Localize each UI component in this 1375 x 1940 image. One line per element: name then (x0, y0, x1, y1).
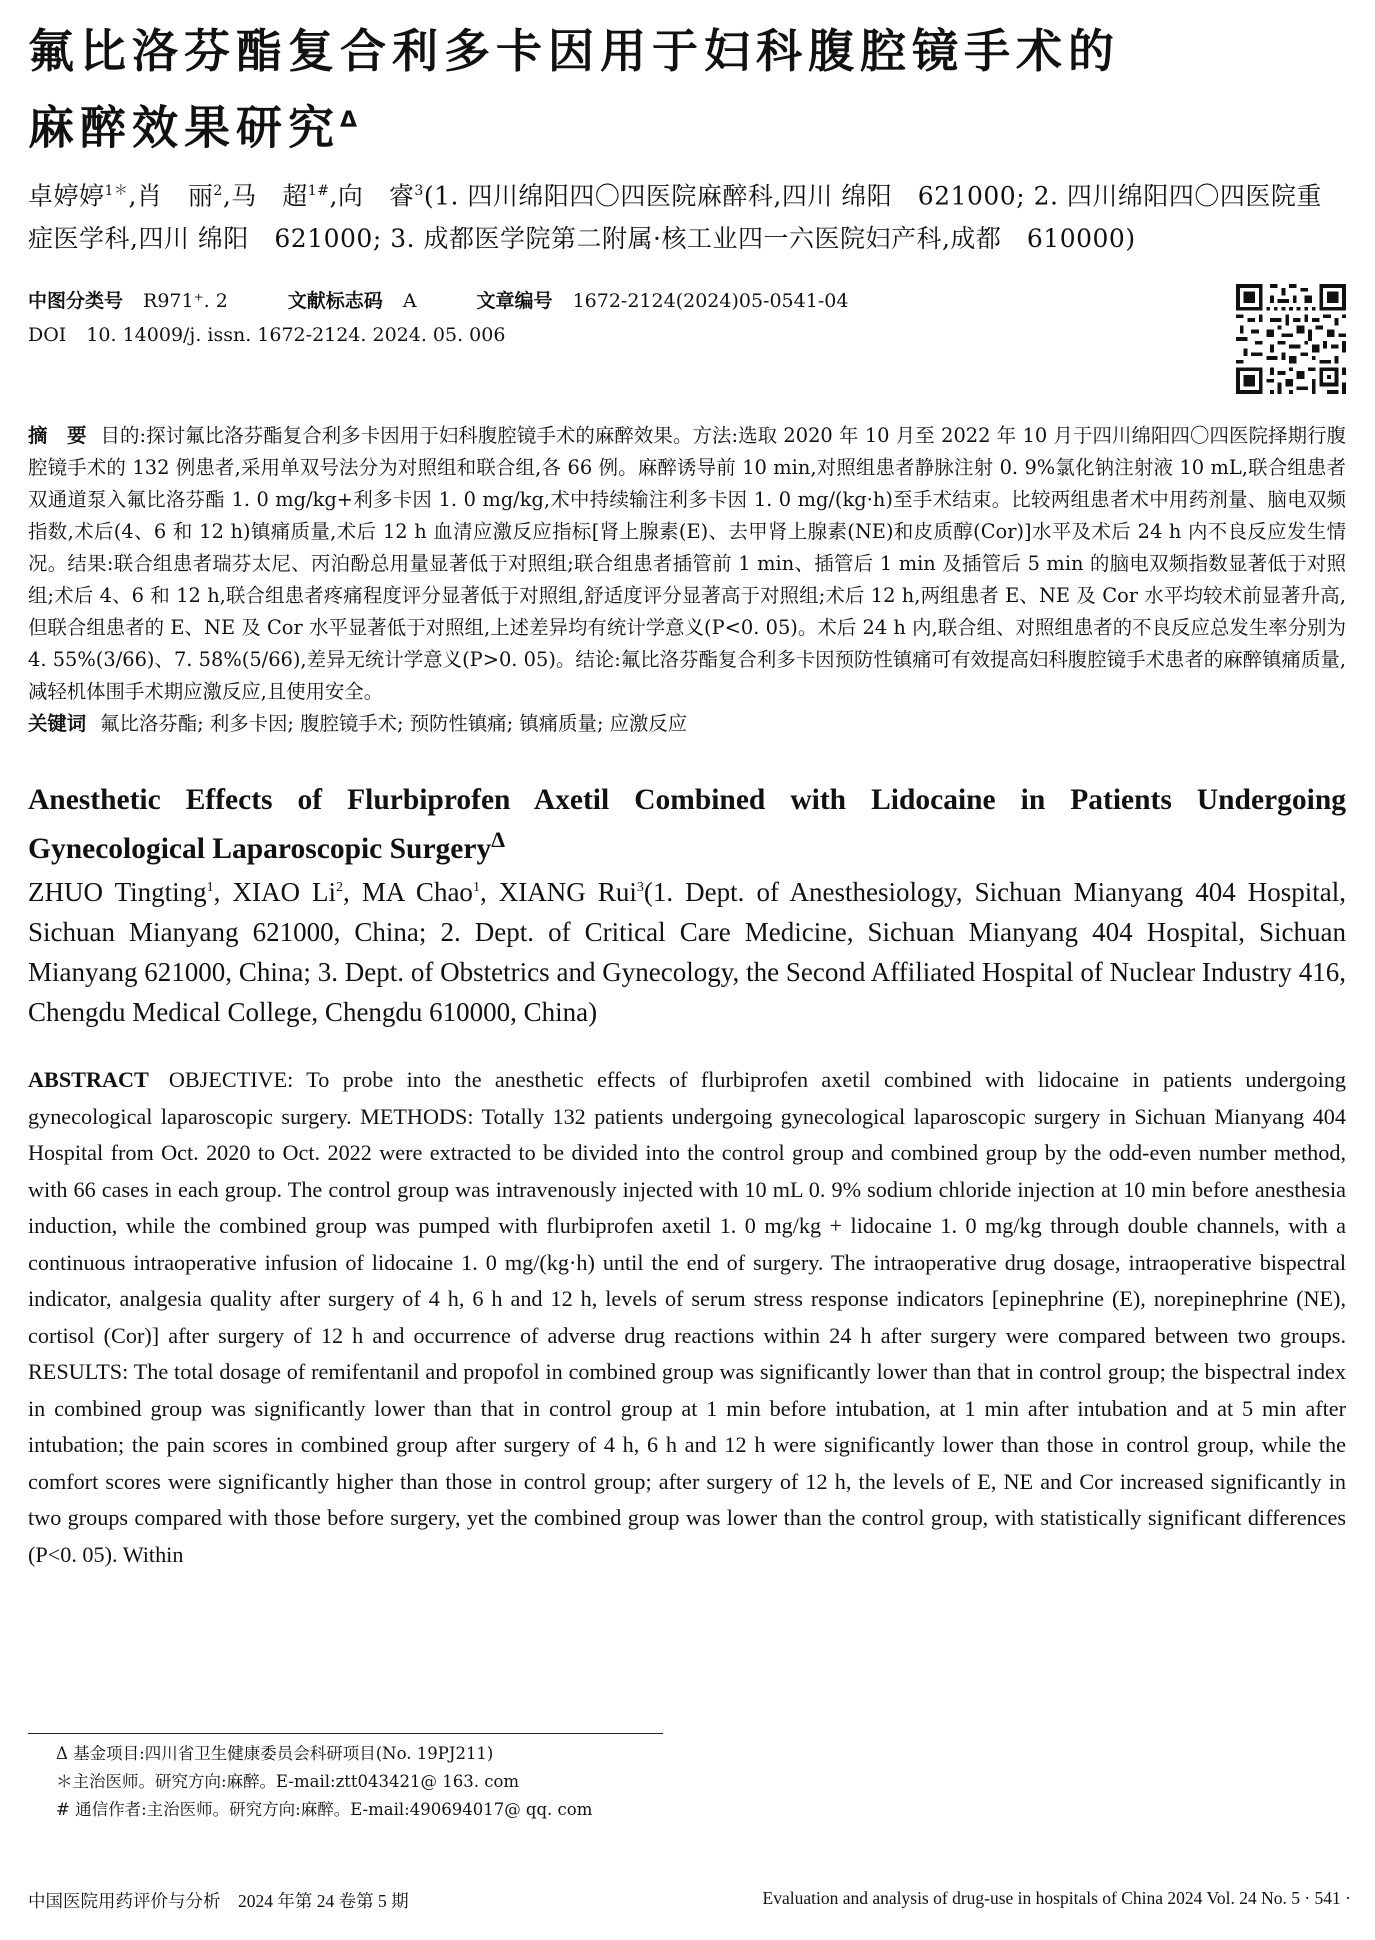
title-zh-line1: 氟比洛芬酯复合利多卡因用于妇科腹腔镜手术的 (28, 24, 1120, 78)
author-en-1-sup: 1 (206, 880, 214, 896)
author-en-3-sup: 1 (472, 880, 480, 896)
article-meta (28, 284, 1346, 394)
doi-label: DOI (28, 323, 67, 346)
author-en-2-sup: 2 (336, 880, 344, 896)
title-en-line1: Anesthetic Effects of Flurbiprofen Axetil Combined with Lidocaine in Patients Undergoing (28, 783, 1346, 816)
abstract-en-text: OBJECTIVE: To probe into the anesthetic effects of flurbiprofen axetil combined with lidocaine in patients undergoing gynecological laparoscopic surgery. METHODS: Totally 132 patients undergoing gynecological laparoscopic surgery in Sichuan Mianyang 404 Hospital from Oct. 2020 to Oct. 2022 were extracted to be divided into the control group and combined group by the odd-even number method, with 66 cases in each group. The control group was intravenously injected with 10 mL 0. 9% sodium chloride injection at 10 min before anesthesia induction, while the combined group was pumped with flurbiprofen axetil 1. 0 mg/kg + lidocaine 1. 0 mg/kg through double channels, with a continuous intraoperative infusion of lidocaine 1. 0 mg/(kg·h) until the end of surgery. The intraoperative drug dosage, intraoperative bispectral indicator, analgesia quality after surgery of 4 h, 6 h and 12 h, levels of serum stress response indicators [epinephrine (E), norepinephrine (NE), cortisol (Cor)] after surgery of 12 h and occurrence of adverse drug reactions within 24 h after surgery were compared between two groups. RESULTS: The total dosage of remifentanil and propofol in combined group was significantly lower than that in control group; the bispectral index in combined group was significantly lower than that in control group at 1 min before intubation, at 1 min after intubation and at 5 min after intubation; the pain scores in combined group after surgery of 4 h, 6 h and 12 h were significantly lower than those in control group, while the comfort scores were significantly higher than those in control group; after surgery of 12 h, the levels of E, NE and Cor increased significantly in two groups compared with those before surgery, yet the combined group was lower than the control group, with statistically significant differences (P<0. 05). Within (28, 1067, 1346, 1567)
article-number-label: 文章编号 (476, 289, 553, 312)
meta-row-2 (28, 318, 1346, 352)
title-zh-line2: 麻醉效果研究 (28, 100, 340, 155)
author-en-3: MA Chao (361, 877, 473, 908)
abstract-zh-text: 目的:探讨氟比洛芬酯复合利多卡因用于妇科腹腔镜手术的麻醉效果。方法:选取 2020 年 10 月至 2022 年 10 月于四川绵阳四〇四医院择期行腹腔镜手术的 132 例患者,采用单双号法分为对照组和联合组,各 66 例。麻醉诱导前 10 min,对照组患者静脉注射 0. 9%氯化钠注射液 10 mL,联合组患者双通道泵入氟比洛芬酯 1. 0 mg/kg+利多卡因 1. 0 mg/kg,术中持续输注利多卡因 1. 0 mg/(kg·h)至手术结束。比较两组患者术中用药剂量、脑电双频指数,术后(4、6 和 12 h)镇痛质量,术后 12 h 血清应激反应指标[肾上腺素(E)、去甲肾上腺素(NE)和皮质醇(Cor)]水平及术后 24 h 内不良反应发生情况。结果:联合组患者瑞芬太尼、丙泊酚总用量显著低于对照组;联合组患者插管前 1 min、插管后 1 min 及插管后 5 min 的脑电双频指数显著低于对照组;术后 4、6 和 12 h,联合组患者疼痛程度评分显著低于对照组,舒适度评分显著高于对照组;术后 12 h,两组患者 E、NE 及 Cor 水平均较术前显著升高,但联合组患者的 E、NE 及 Cor 水平显著低于对照组,上述差异均有统计学意义(P<0. 05)。术后 24 h 内,联合组、对照组患者的不良反应总发生率分别为 4. 55%(3/66)、7. 58%(5/66),差异无统计学意义(P>0. 05)。结论:氟比洛芬酯复合利多卡因预防性镇痛可有效提高妇科腹腔镜手术患者的麻醉镇痛质量,减轻机体围手术期应激反应,且使用安全。 (28, 423, 1346, 703)
author-zh-3: 马 超 (231, 181, 308, 211)
footer-journal-zh: 中国医院用药评价与分析 2024 年第 24 卷第 5 期 (28, 1891, 409, 1911)
author-zh-4-sup: 3 (414, 183, 424, 200)
affiliations-en: (1. Dept. of Anesthesiology, Sichuan Mianyang 404 Hospital, Sichuan Mianyang 621000, China; 2. Dept. of Critical Care Medicine, Sichuan Mianyang 404 Hospital, Sichuan Mianyang 621000, China; 3. Dept. of Obstetrics and Gynecology, the Second Affiliated Hospital of Nuclear Industry 416, Chengdu Medical College, Chengdu 610000, China) (28, 877, 1347, 1028)
abstract-en (28, 1062, 1346, 1573)
footnotes (56, 1740, 592, 1824)
clc-value: R971⁺. 2 (143, 289, 228, 312)
keywords-zh-label: 关键词 (28, 711, 87, 735)
doi-value: 10. 14009/j. issn. 1672-2124. 2024. 05. 006 (86, 323, 506, 346)
author-zh-2: 肖 丽 (136, 181, 214, 211)
meta-row-1 (28, 284, 1346, 318)
abstract-en-label: ABSTRACT (28, 1067, 149, 1093)
clc-label: 中图分类号 (28, 289, 124, 312)
author-en-4: XIANG Rui (498, 877, 637, 908)
footnote-corresponding: # 通信作者:主治医师。研究方向:麻醉。E-mail:490694017@ qq. com (56, 1800, 593, 1819)
author-en-1: ZHUO Tingting (28, 877, 207, 908)
author-zh-1-sup: 1＊ (104, 183, 129, 200)
article-number-value: 1672-2124(2024)05-0541-04 (572, 289, 849, 312)
author-en-2: XIAO Li (232, 877, 337, 908)
title-zh (28, 16, 1346, 162)
keywords-zh-text: 氟比洛芬酯; 利多卡因; 腹腔镜手术; 预防性镇痛; 镇痛质量; 应激反应 (100, 711, 688, 735)
author-en-4-sup: 3 (636, 880, 644, 896)
author-zh-1: 卓婷婷 (28, 181, 105, 211)
abstract-zh-label: 摘 要 (28, 423, 87, 447)
keywords-zh (28, 708, 1346, 740)
affiliations-zh: (1. 四川绵阳四〇四医院麻醉科,四川 绵阳 621000; 2. 四川绵阳四〇四医院重症医学科,四川 绵阳 621000; 3. 成都医学院第二附属·核工业四一六医院妇产科,成都 610000) (28, 181, 1322, 253)
doc-code-label: 文献标志码 (287, 289, 383, 312)
footnote-first-author: ＊主治医师。研究方向:麻醉。E-mail:ztt043421@ 163. com (56, 1772, 520, 1791)
title-en-line2: Gynecological Laparoscopic Surgery (28, 832, 492, 865)
author-zh-2-sup: 2 (213, 183, 223, 200)
title-en (28, 780, 1346, 869)
footnote-rule (28, 1733, 663, 1734)
authors-en: ZHUO Tingting$^1$, XIAO Li$^2$, MA Chao$^1$, XIANG Rui$^3$(1. Dept. of Anesthesiology, Sichuan Mianyang 404 Hospital, Sichuan Mianyang 621000, China; 2. Dept. of Critical Care Medicine, Sichuan Mianyang 404 Hospital, Sichuan Mianyang 621000, China; 3. Dept. of Obstetrics and Gynecology, the Second Affiliated Hospital of Nuclear Industry 416, Chengdu Medical College, Chengdu 610000, China) (28, 877, 1347, 1028)
abstract-zh (28, 420, 1346, 708)
authors-zh: 卓婷婷$^{1*}$,肖 丽$^2$,马 超$^{1\#}$,向 睿$^3$(1. 四川绵阳四〇四医院麻醉科,四川 绵阳 621000; 2. 四川绵阳四〇四医院重症医学科,四川 绵阳 621000; 3. 成都医学院第二附属·核工业四一六医院妇产科,成都 610000) (28, 181, 1322, 253)
doc-code-value: A (402, 289, 417, 312)
title-zh-mark: Δ (340, 108, 364, 133)
footer-journal-en: Evaluation and analysis of drug-use in hospitals of China 2024 Vol. 24 No. 5 · 541 · (762, 1888, 1351, 1908)
title-en-mark: Δ (491, 826, 506, 852)
paper-page (28, 16, 1346, 1573)
qr-code-icon[interactable] (1236, 284, 1346, 394)
footnote-fund: Δ 基金项目:四川省卫生健康委员会科研项目(No. 19PJ211) (56, 1744, 494, 1763)
author-zh-3-sup: 1# (307, 183, 330, 200)
author-zh-4: 向 睿 (337, 181, 415, 211)
